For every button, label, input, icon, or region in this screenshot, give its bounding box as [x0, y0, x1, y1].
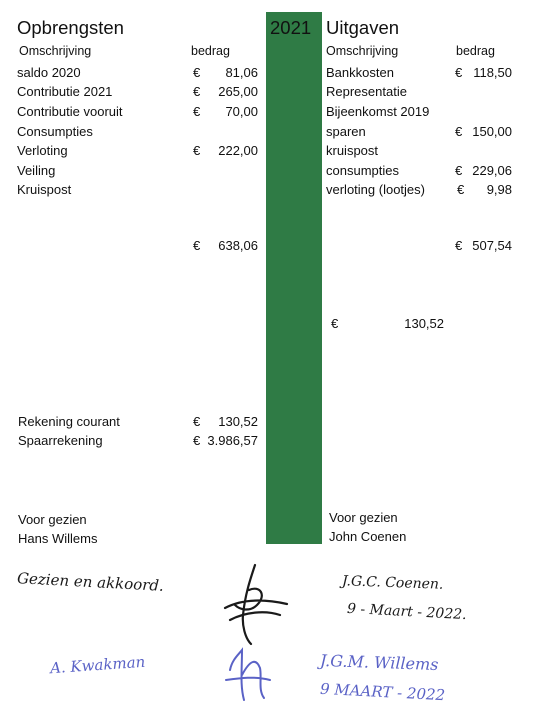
expense-row-label: Bankkosten — [326, 65, 394, 80]
income-col-desc: Omschrijving — [19, 44, 92, 58]
currency-symbol: € — [193, 238, 201, 253]
expense-row-label: Representatie — [326, 84, 407, 99]
income-row-label: Consumpties — [17, 124, 93, 139]
currency-symbol: € — [193, 433, 201, 448]
handwritten-initials: A. Kwakman — [49, 652, 146, 678]
income-row-label: saldo 2020 — [17, 65, 81, 80]
handwritten-date-willems: 9 MAART - 2022 — [319, 679, 446, 705]
balance-amount: 130,52 — [404, 316, 444, 331]
currency-symbol: € — [457, 182, 465, 197]
expense-col-amount: bedrag — [456, 44, 495, 58]
signature-willems — [220, 640, 280, 710]
expense-row-amount: 118,50 — [473, 65, 512, 80]
income-row-label: Veiling — [17, 163, 56, 178]
income-row-amount: 265,00 — [218, 84, 258, 99]
signature-coenen — [205, 560, 295, 650]
currency-symbol: € — [193, 104, 201, 119]
income-row-amount: 81,06 — [225, 65, 258, 80]
income-row-amount: 222,00 — [218, 143, 258, 158]
handwritten-approval: Gezien en akkoord. — [16, 569, 165, 595]
account-amount: 3.986,57 — [207, 433, 258, 448]
seen-label-left: Voor gezien — [18, 512, 87, 527]
expense-row-label: kruispost — [326, 143, 379, 158]
income-total: 638,06 — [218, 238, 258, 253]
income-row-label: Contributie vooruit — [17, 104, 123, 119]
income-row-label: Kruispost — [17, 182, 72, 197]
currency-symbol: € — [331, 316, 339, 331]
seen-name-left: Hans Willems — [18, 531, 98, 546]
currency-symbol: € — [455, 124, 463, 139]
currency-symbol: € — [193, 414, 201, 429]
currency-symbol: € — [193, 65, 201, 80]
year-label: 2021 — [270, 17, 312, 38]
handwritten-name-coenen: J.G.C. Coenen. — [341, 573, 444, 593]
expense-row-label: sparen — [326, 124, 366, 139]
expense-row-label: verloting (lootjes) — [326, 182, 425, 197]
year-band — [266, 12, 322, 544]
expense-row-amount: 9,98 — [486, 182, 512, 197]
account-label: Rekening courant — [18, 414, 120, 429]
seen-label-right: Voor gezien — [329, 510, 398, 525]
expense-row-label: consumpties — [326, 163, 399, 178]
income-row-label: Verloting — [17, 143, 68, 158]
currency-symbol: € — [455, 163, 463, 178]
seen-name-right: John Coenen — [329, 529, 407, 544]
handwritten-name-willems: J.G.M. Willems — [319, 650, 439, 675]
expense-col-desc: Omschrijving — [326, 44, 399, 58]
income-row-label: Contributie 2021 — [17, 84, 113, 99]
currency-symbol: € — [193, 84, 201, 99]
expense-title: Uitgaven — [326, 17, 400, 38]
income-row-amount: 70,00 — [225, 104, 258, 119]
currency-symbol: € — [455, 65, 463, 80]
expense-row-amount: 229,06 — [472, 163, 512, 178]
currency-symbol: € — [193, 143, 201, 158]
expense-row-label: Bijeenkomst 2019 — [326, 104, 430, 119]
currency-symbol: € — [455, 238, 463, 253]
expense-total: 507,54 — [472, 238, 512, 253]
income-col-amount: bedrag — [191, 44, 230, 58]
account-label: Spaarrekening — [18, 433, 103, 448]
handwritten-date-coenen: 9 - Maart - 2022. — [346, 600, 467, 624]
income-title: Opbrengsten — [17, 17, 124, 38]
account-amount: 130,52 — [218, 414, 258, 429]
expense-row-amount: 150,00 — [472, 124, 512, 139]
